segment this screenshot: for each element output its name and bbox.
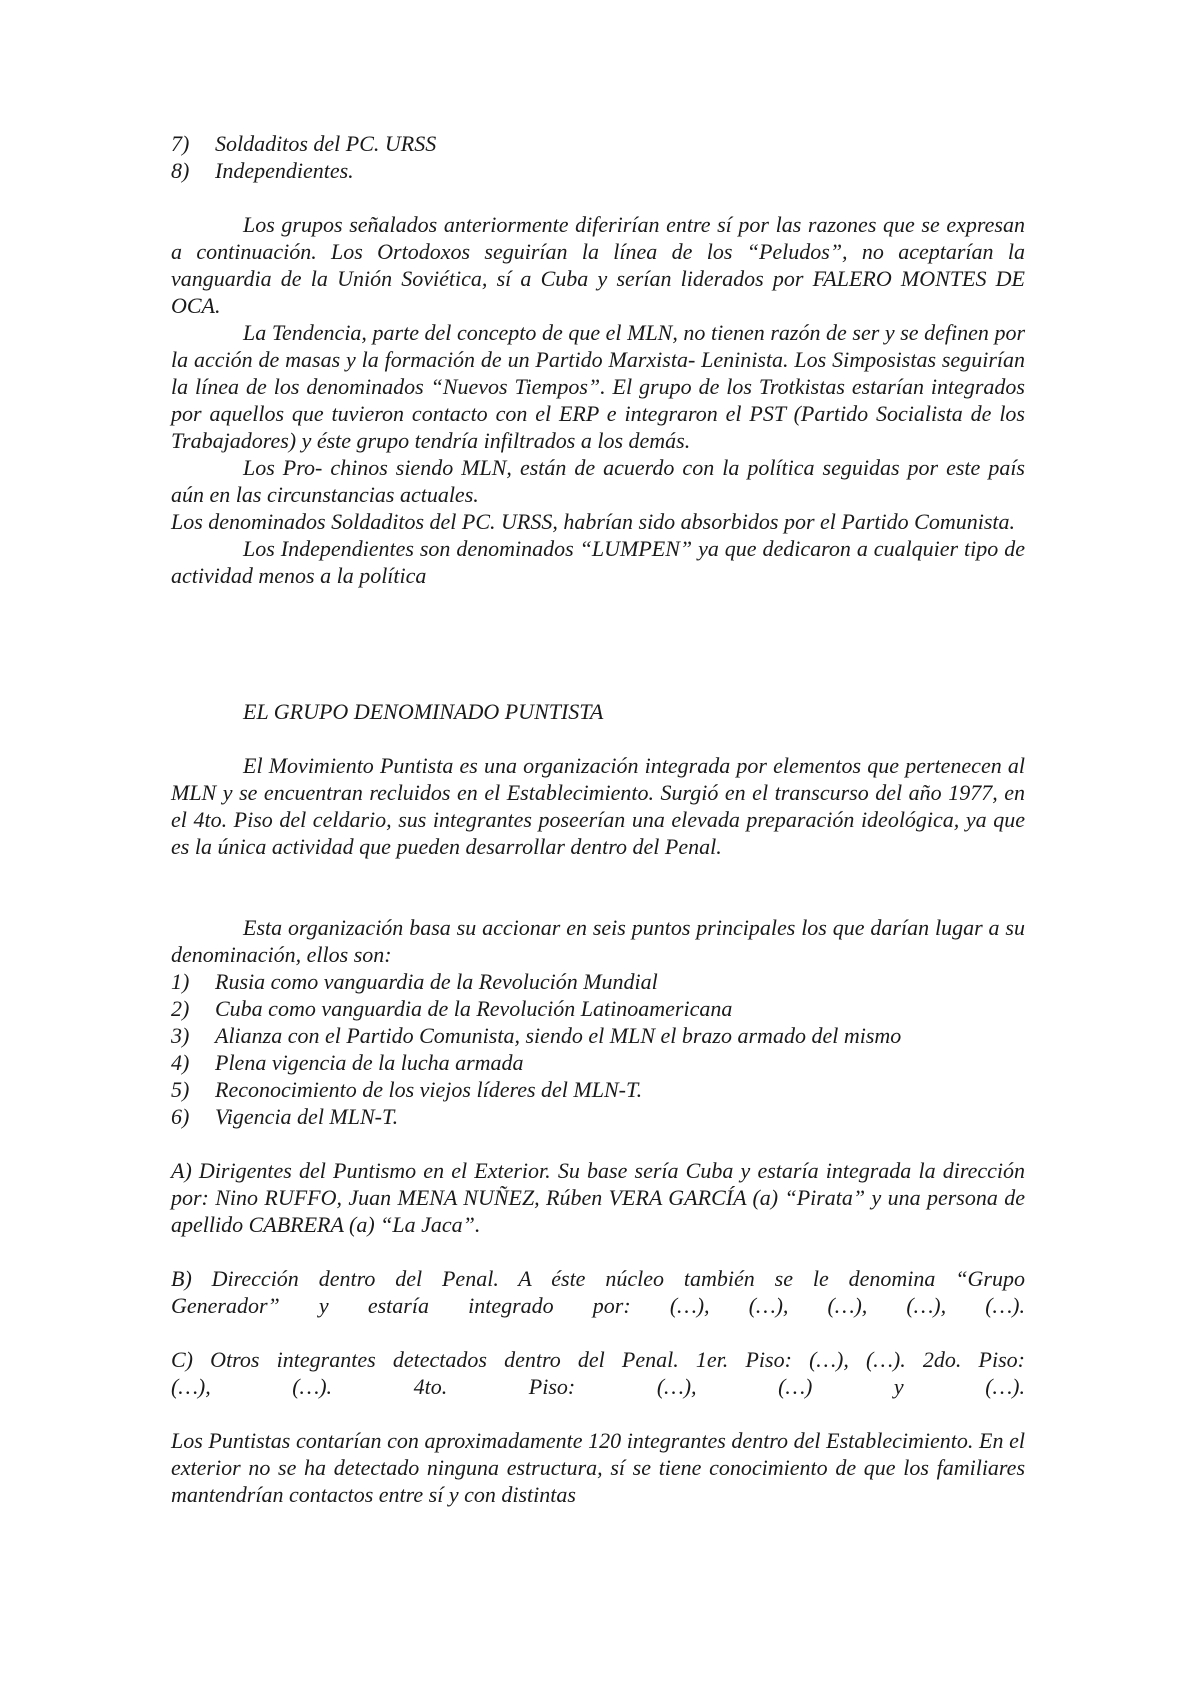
- paragraph: A) Dirigentes del Puntismo en el Exterior. Su base sería Cuba y estaría integrada la dirección por: Nino RUFFO, Juan MENA NUÑEZ, Rúben VERA GARCÍA (a) “Pirata” y una persona de apellido CABRERA (a) “La Jaca”.: [171, 1158, 1025, 1237]
- list-number: 6): [171, 1104, 190, 1129]
- list-text: Cuba como vanguardia de la Revolución Latinoamericana: [215, 996, 733, 1021]
- paragraph-line: B) Dirección dentro del Penal. A éste núcleo también se le denomina “Grupo: [171, 1266, 1025, 1291]
- list-number: 1): [171, 969, 190, 994]
- puntista-block: [171, 752, 1025, 860]
- list-number: 8): [171, 158, 190, 183]
- list-item: [171, 1076, 1025, 1103]
- section-a-block: [171, 1157, 1025, 1238]
- list-number: 7): [171, 131, 190, 156]
- paragraph-line: (…), (…). 4to. Piso: (…), (…) y (…).: [171, 1374, 1025, 1399]
- final-block: [171, 1427, 1025, 1508]
- top-list: [171, 130, 1025, 184]
- list-item: [171, 1049, 1025, 1076]
- points-block: [171, 914, 1025, 1130]
- list-number: 4): [171, 1050, 190, 1075]
- paragraph: El Movimiento Puntista es una organización integrada por elementos que pertenecen al MLN y se encuentran recluidos en el Establecimiento. Surgió en el transcurso del año 1977, en el 4to. Piso del celdario, sus integrantes poseerían una elevada preparación ideológica, ya que es la única actividad que pueden desarrollar dentro del Penal.: [171, 753, 1025, 859]
- paragraph: La Tendencia, parte del concepto de que el MLN, no tienen razón de ser y se definen por la acción de masas y la formación de un Partido Marxista- Leninista. Los Simposistas seguirían la línea de los denominados “Nuevos Tiempos”. El grupo de los Trotkistas estarían integrados por aquellos que tuvieron contacto con el ERP e integraron el PST (Partido Socialista de los Trabajadores) y éste grupo tendría infiltrados a los demás.: [171, 320, 1025, 453]
- list-item: [171, 1022, 1025, 1049]
- list-text: Alianza con el Partido Comunista, siendo el MLN el brazo armado del mismo: [215, 1023, 902, 1048]
- paragraph-line: Generador” y estaría integrado por: (…), (…), (…), (…), (…).: [171, 1293, 1025, 1318]
- section-heading-block: [171, 698, 1025, 725]
- list-number: 3): [171, 1023, 190, 1048]
- paragraph: Los Puntistas contarían con aproximadamente 120 integrantes dentro del Establecimiento. En el exterior no se ha detectado ninguna estructura, sí se tiene conocimiento de que los familiares mantendrían contactos entre sí y con distintas: [171, 1428, 1025, 1507]
- section-heading: EL GRUPO DENOMINADO PUNTISTA: [243, 699, 604, 724]
- list-text: Soldaditos del PC. URSS: [215, 131, 437, 156]
- list-text: Independientes.: [215, 158, 354, 183]
- list-item: [171, 995, 1025, 1022]
- list-number: 5): [171, 1077, 190, 1102]
- list-text: Reconocimiento de los viejos líderes del MLN-T.: [215, 1077, 643, 1102]
- list-item: [171, 157, 1025, 184]
- paragraph: Los Pro- chinos siendo MLN, están de acuerdo con la política seguidas por este país aún en las circunstancias actuales.: [171, 455, 1025, 507]
- paragraph: Los grupos señalados anteriormente diferirían entre sí por las razones que se expresan a continuación. Los Ortodoxos seguirían la línea de los “Peludos”, no aceptarían la vanguardia de la Unión Soviética, sí a Cuba y serían liderados por FALERO MONTES DE OCA.: [171, 212, 1025, 318]
- list-item: [171, 130, 1025, 157]
- list-text: Plena vigencia de la lucha armada: [215, 1050, 524, 1075]
- paragraph: Los Independientes son denominados “LUMPEN” ya que dedicaron a cualquier tipo de actividad menos a la política: [171, 536, 1025, 588]
- list-number: 2): [171, 996, 190, 1021]
- list-item: [171, 1103, 1025, 1130]
- list-text: Vigencia del MLN-T.: [215, 1104, 399, 1129]
- paragraph: Esta organización basa su accionar en seis puntos principales los que darían lugar a su denominación, ellos son:: [171, 915, 1025, 967]
- paragraph-line: C) Otros integrantes detectados dentro del Penal. 1er. Piso: (…), (…). 2do. Piso:: [171, 1347, 1025, 1372]
- section-b-block: [171, 1265, 1025, 1319]
- section-c-block: [171, 1346, 1025, 1400]
- list-text: Rusia como vanguardia de la Revolución Mundial: [215, 969, 658, 994]
- paragraph: Los denominados Soldaditos del PC. URSS, habrían sido absorbidos por el Partido Comunista.: [171, 509, 1015, 534]
- list-item: [171, 968, 1025, 995]
- groups-description: [171, 211, 1025, 589]
